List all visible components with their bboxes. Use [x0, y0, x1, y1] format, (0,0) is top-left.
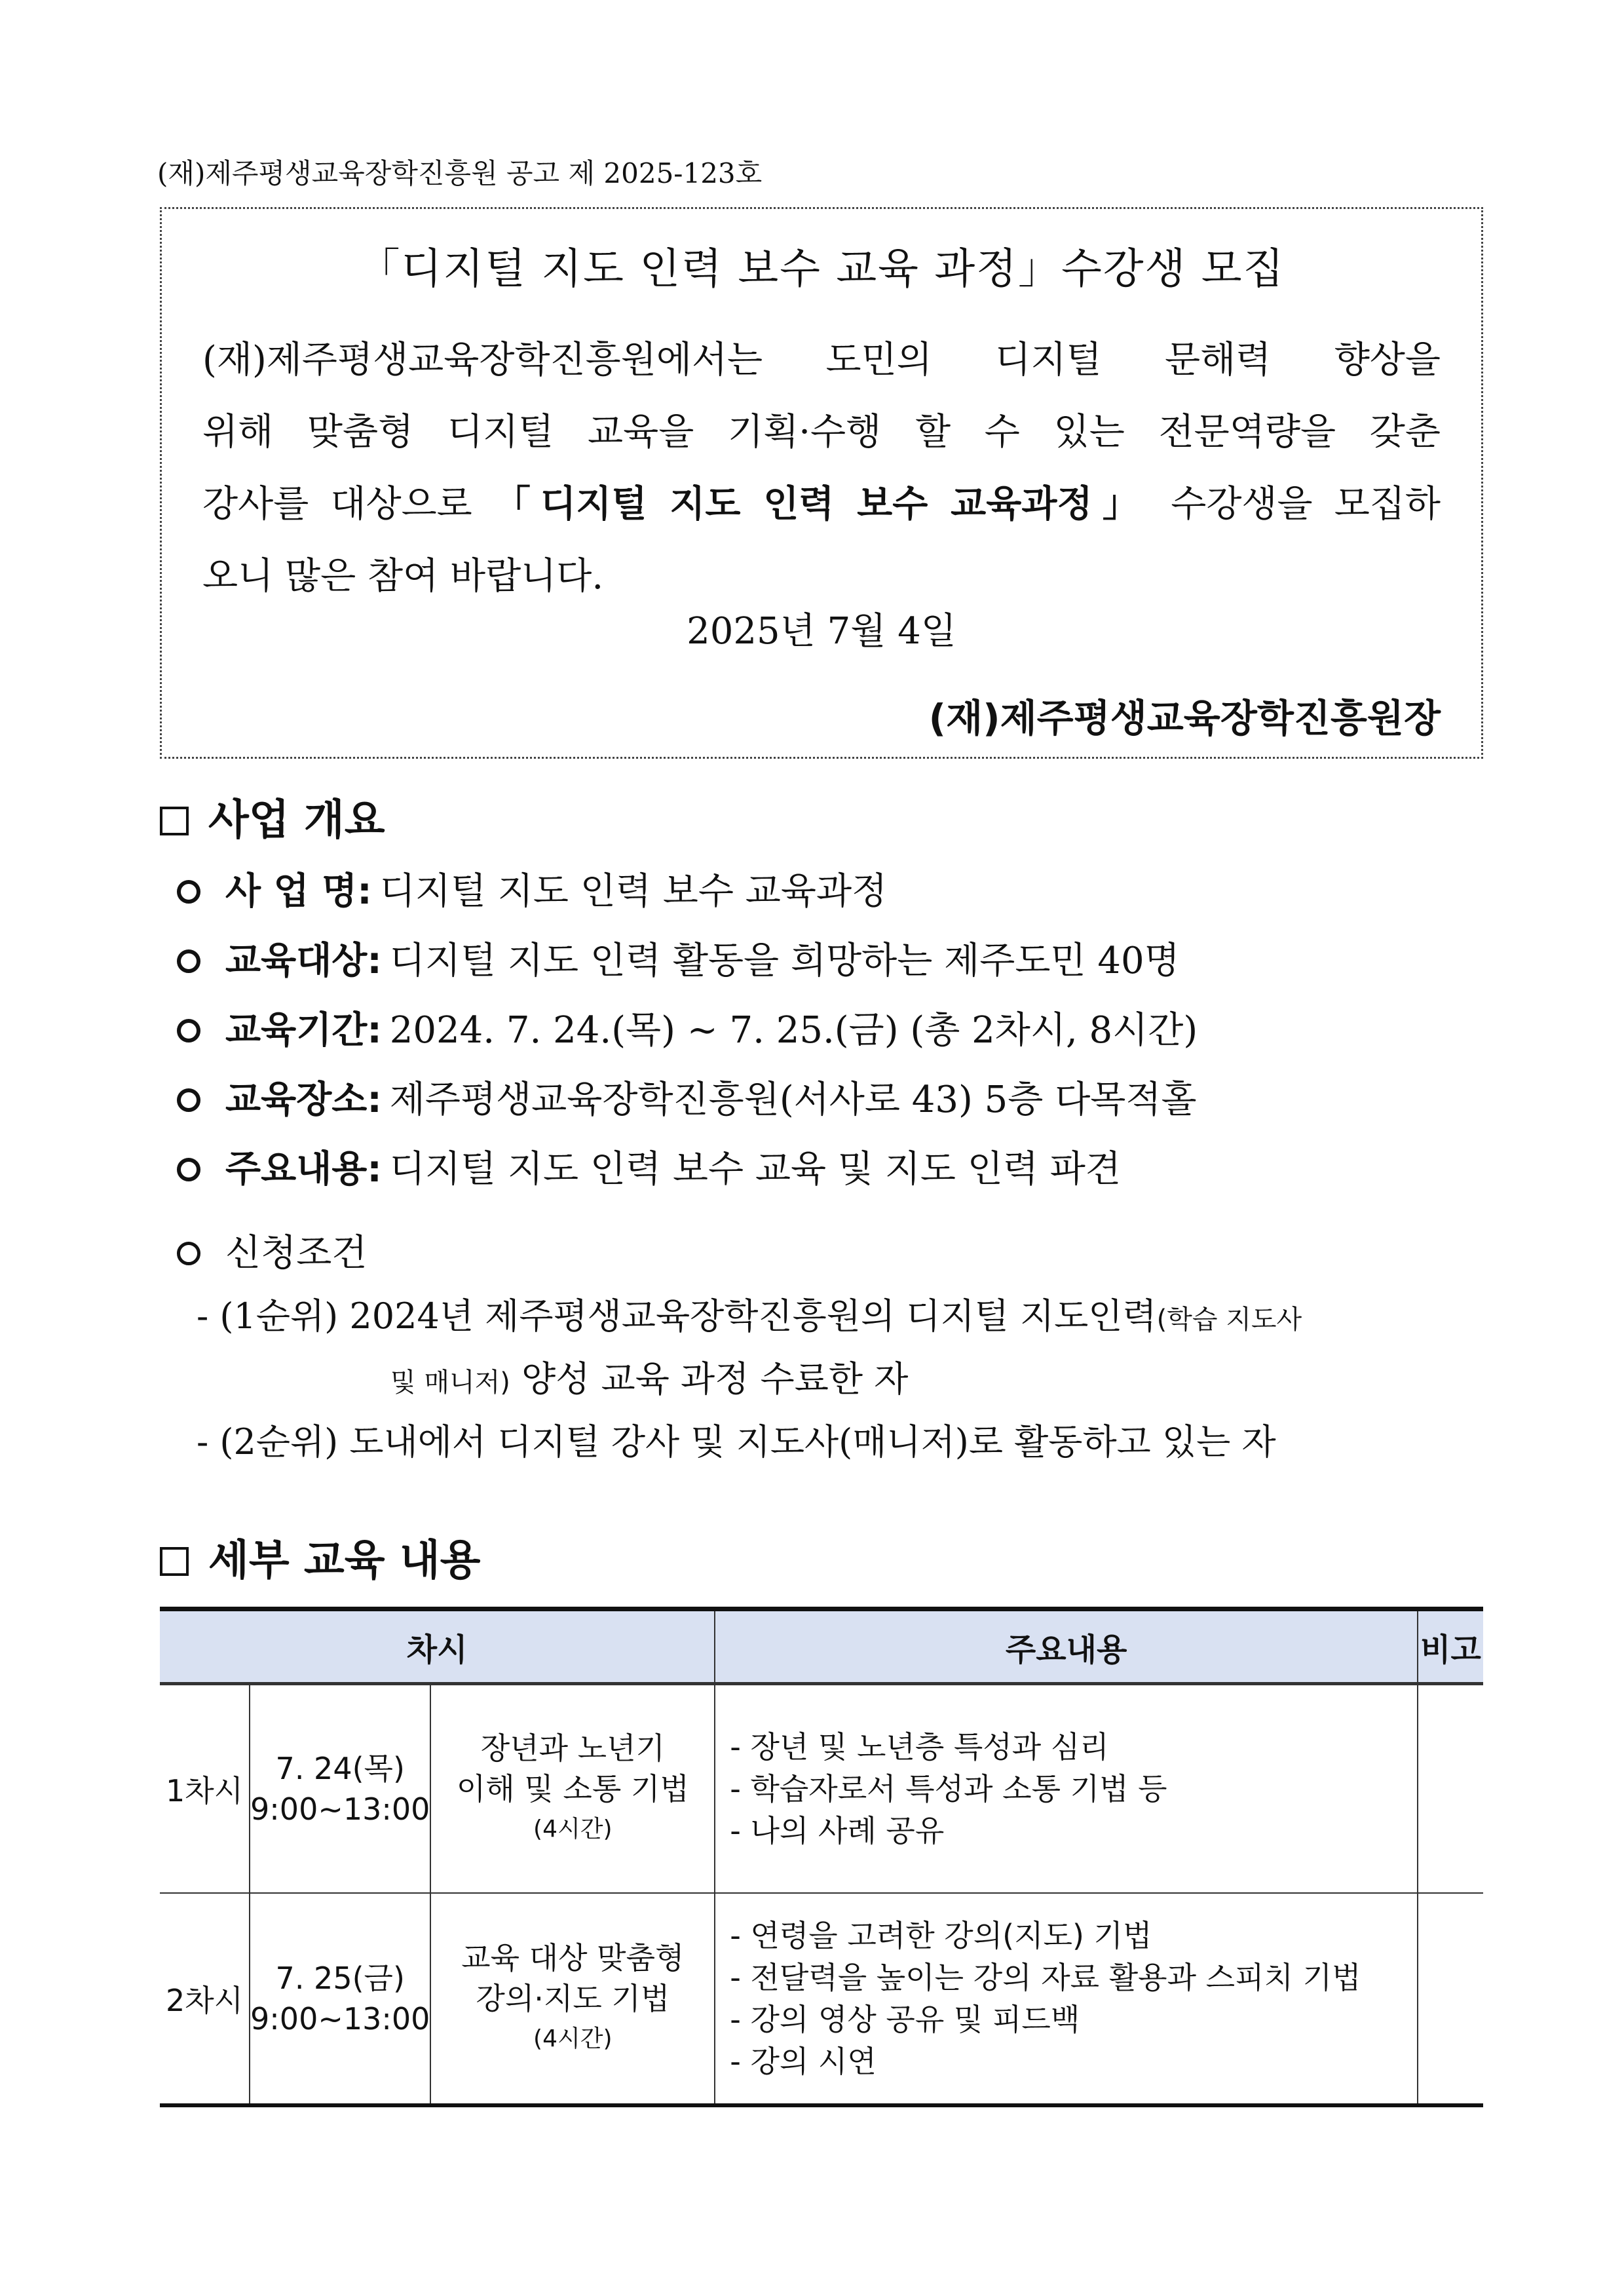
date-cell	[250, 1893, 430, 2105]
condition-second-priority: - (2순위) 도내에서 디지털 강사 및 지도사(매니저)로 활동하고 있는 자	[197, 1421, 1276, 1463]
notice-text: 수강생을 모집하	[1149, 483, 1441, 526]
circle-bullet-icon	[177, 880, 200, 904]
note-cell	[1418, 1893, 1483, 2105]
session-cell: 1차시	[160, 1684, 250, 1894]
overview-item	[177, 1001, 1198, 1054]
square-bullet-icon	[160, 1547, 189, 1576]
item-value: 제주평생교육장학진흥원(서사로 43) 5층 다목적홀	[389, 1079, 1197, 1121]
content-line: - 강의 시연	[730, 2044, 877, 2079]
content-cell	[715, 1684, 1418, 1894]
content-line: - 연령을 고려한 강의(지도) 기법	[730, 1918, 1152, 1953]
header-content: 주요내용	[715, 1609, 1418, 1684]
hours-text: (4시간)	[533, 1816, 613, 1843]
note-cell	[1418, 1684, 1483, 1894]
notice-body	[202, 324, 1441, 613]
notice-date: 2025년 7월 4일	[687, 610, 956, 653]
conditions-item	[177, 1224, 367, 1276]
square-bullet-icon	[160, 807, 189, 835]
item-label: 교육대상:	[225, 940, 382, 982]
notice-line: 위해 맞춤형 디지털 교육을 기획·수행 할 수 있는 전문역량을 갖춘	[202, 411, 1441, 453]
notice-title: 「디지털 지도 인력 보수 교육 과정」수강생 모집	[358, 245, 1285, 294]
details-heading	[160, 1527, 481, 1587]
details-heading-text: 세부 교육 내용	[208, 1537, 481, 1585]
notice-line	[202, 469, 1441, 541]
content-line: - 장년 및 노년층 특성과 심리	[730, 1729, 1109, 1765]
date-text: 7. 25(금)	[275, 1961, 405, 1996]
item-label: 교육기간:	[225, 1009, 382, 1052]
hours-text: (4시간)	[533, 2025, 613, 2052]
notice-line: (재)제주평생교육장학진흥원에서는 도민의 디지털 문해력 향상을	[202, 339, 1441, 381]
overview-heading	[160, 786, 385, 847]
circle-bullet-icon	[177, 1242, 200, 1265]
circle-bullet-icon	[177, 949, 200, 973]
item-value: 디지털 지도 인력 활동을 희망하는 제주도민 40명	[389, 940, 1180, 982]
item-value: 2024. 7. 24.(목) ~ 7. 25.(금) (총 2차시, 8시간)	[389, 1009, 1198, 1052]
content-cell	[715, 1893, 1418, 2105]
notice-issuer: (재)제주평생교육장학진흥원장	[928, 696, 1441, 740]
item-value: 디지털 지도 인력 보수 교육과정	[379, 870, 888, 913]
notice-text: 강사를 대상으로	[202, 483, 494, 526]
content-line: - 전달력을 높이는 강의 자료 활용과 스피치 기법	[730, 1960, 1361, 1995]
overview-item	[177, 862, 887, 915]
header-note: 비고	[1418, 1609, 1483, 1684]
notice-number: (재)제주평생교육장학진흥원 공고 제 2025-123호	[157, 157, 763, 189]
circle-bullet-icon	[177, 1088, 200, 1112]
table-header-row	[160, 1609, 1483, 1684]
item-value: 디지털 지도 인력 보수 교육 및 지도 인력 파견	[389, 1148, 1121, 1191]
circle-bullet-icon	[177, 1158, 200, 1181]
table-row	[160, 1893, 1483, 2105]
content-line: - 나의 사례 공유	[730, 1813, 945, 1848]
notice-box	[160, 207, 1483, 759]
item-label: 주요내용:	[225, 1148, 382, 1191]
details-table	[160, 1607, 1483, 2107]
topic-text: 교육 대상 맞춤형	[461, 1940, 685, 1976]
condition-first-priority-cont	[390, 1351, 908, 1402]
topic-text: 강의·지도 기법	[476, 1981, 670, 2016]
topic-text: 장년과 노년기	[480, 1731, 665, 1766]
item-label: 교육장소:	[225, 1079, 382, 1121]
time-text: 9:00~13:00	[250, 1791, 430, 1827]
topic-cell	[430, 1893, 715, 2105]
condition-first-priority	[197, 1288, 1302, 1339]
condition-small-text: 및 매니저)	[390, 1368, 510, 1398]
header-session: 차시	[160, 1609, 715, 1684]
date-cell	[250, 1684, 430, 1894]
content-line: - 학습자로서 특성과 소통 기법 등	[730, 1771, 1167, 1807]
content-line: - 강의 영상 공유 및 피드백	[730, 2002, 1080, 2037]
conditions-label: 신청조건	[225, 1232, 368, 1274]
condition-text: - (1순위) 2024년 제주평생교육장학진흥원의 디지털 지도인력	[197, 1295, 1157, 1337]
overview-item	[177, 932, 1180, 984]
time-text: 9:00~13:00	[250, 2001, 430, 2037]
overview-heading-text: 사업 개요	[208, 796, 385, 845]
topic-cell	[430, 1684, 715, 1894]
circle-bullet-icon	[177, 1019, 200, 1043]
condition-text: 양성 교육 과정 수료한 자	[510, 1358, 909, 1400]
date-text: 7. 24(목)	[275, 1751, 405, 1786]
condition-small-text: (학습 지도사	[1156, 1305, 1302, 1335]
course-name-bold: 「디지털 지도 인력 보수 교육과정」	[493, 483, 1150, 526]
overview-item	[177, 1140, 1121, 1193]
item-label: 사 업 명:	[225, 870, 372, 913]
table-row	[160, 1684, 1483, 1894]
notice-line: 오니 많은 참여 바랍니다.	[202, 555, 604, 598]
session-cell: 2차시	[160, 1893, 250, 2105]
topic-text: 이해 및 소통 기법	[456, 1771, 689, 1807]
overview-item	[177, 1071, 1197, 1123]
